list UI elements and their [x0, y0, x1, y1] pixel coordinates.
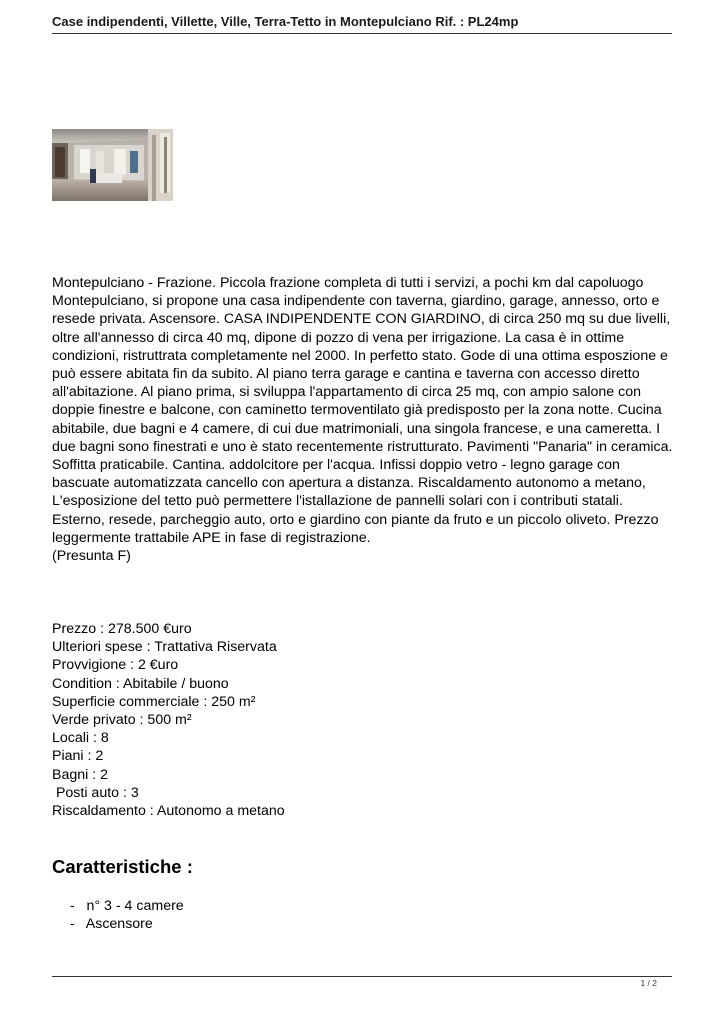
detail-prezzo: Prezzo : 278.500 €uro	[52, 621, 192, 637]
page-number: 1 / 2	[640, 978, 657, 988]
detail-ulteriori-spese: Ulteriori spese : Trattativa Riservata	[52, 639, 277, 656]
features-heading: Caratteristiche :	[52, 856, 193, 877]
detail-riscaldamento: Riscaldamento : Autonomo a metano	[52, 803, 285, 820]
detail-provvigione: Provvigione : 2 €uro	[52, 657, 179, 674]
page-header	[52, 14, 672, 34]
feature-item-camere: - n° 3 - 4 camere	[70, 898, 184, 914]
detail-superficie: Superficie commerciale : 250 m²	[52, 693, 256, 710]
footer-divider	[52, 976, 672, 977]
feature-item-ascensore: - Ascensore	[70, 916, 153, 933]
detail-verde-privato: Verde privato : 500 m²	[52, 712, 192, 729]
detail-bagni: Bagni : 2	[52, 766, 109, 783]
header-title: Case indipendenti, Villette, Ville, Terra-Tetto in Montepulciano Rif. : PL24mp	[52, 14, 519, 29]
detail-locali: Locali : 8	[52, 730, 109, 747]
detail-condition: Condition : Abitabile / buono	[52, 675, 229, 692]
interior-photo-icon	[52, 129, 173, 201]
features-list	[70, 897, 184, 933]
property-description: Montepulciano - Frazione. Piccola frazione completa di tutti i servizi, a pochi km dal capoluogo Montepulciano, si propone una casa indipendente con taverna, giardino, garage, annesso, orto e resede privata. Ascensore. CASA INDIPENDENTE CON GIARDINO, di circa 250 mq su due livelli, oltre all'annesso di circa 40 mq, dipone di pozzo di vena per irrigazione. La casa è in ottime condizioni, ristruttrata completamente nel 2000. In perfetto stato. Gode di una ottima esposzione e può essere abitata fin da subito. Al piano terra garage e cantina e taverna con accesso diretto all'abitazione. Al piano prima, si sviluppa l'appartamento di circa 25 mq, con ampio salone con doppie finestre e balcone, con caminetto termoventilato già predisposto per la zona notte. Cucina abitabile, due bagni e 4 camere, di cui due matrimoniali, una singola francese, e una cameretta. I due bagni sono finestrati e uno è stato recentemente ristrutturato. Pavimenti "Panaria" in ceramica. Soffitta praticabile. Cantina. addolcitore per l'acqua. Infissi doppio vetro - legno garage con bascuate automatizzata cancello con apertura a distanza. Riscaldamento autonomo a metano, L'esposizione del tetto può permettere l'istallazione de pannelli solari con i contributi statali. Esterno, resede, parcheggio auto, orto e giardino con piante da fruto e un piccolo oliveto. Prezzo leggermente trattabile APE in fase di registrazione. (Presunta F)	[52, 275, 673, 565]
property-details	[52, 620, 672, 820]
detail-posti-auto: Posti auto : 3	[52, 784, 139, 801]
detail-piani: Piani : 2	[52, 748, 104, 765]
property-photo	[52, 129, 173, 201]
